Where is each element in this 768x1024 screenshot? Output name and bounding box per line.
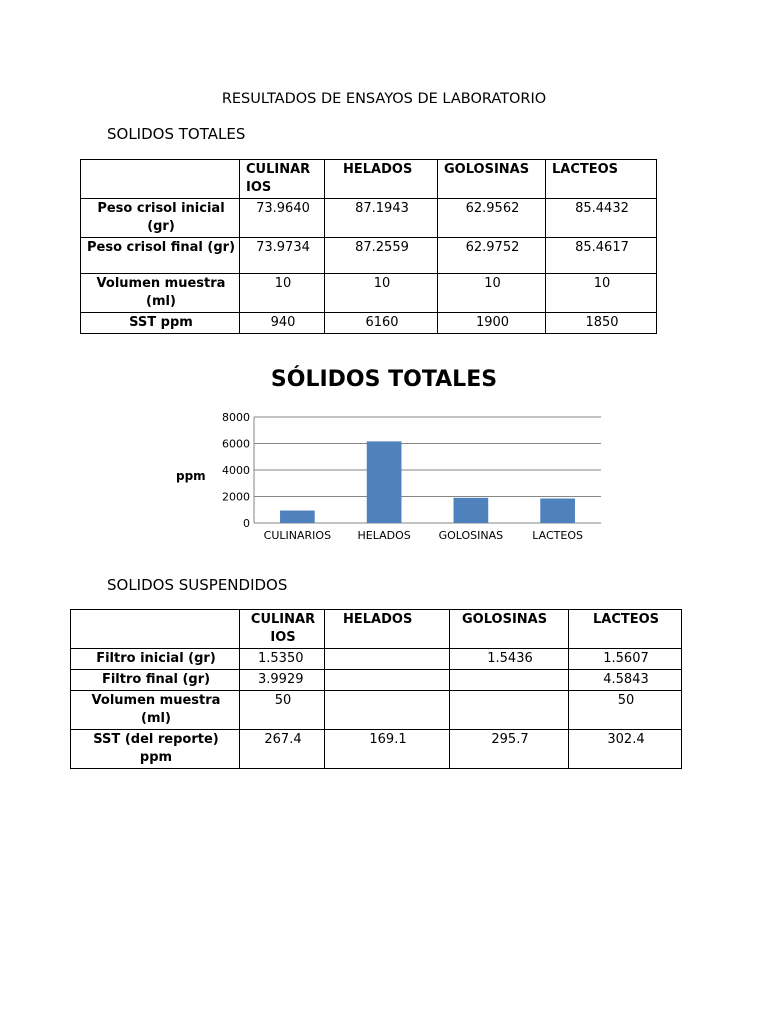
- table-cell: 1.5607: [569, 649, 682, 670]
- table-cell: 87.1943: [325, 199, 438, 238]
- table-cell: [325, 649, 450, 670]
- column-header-lacteos: LACTEOS: [569, 610, 682, 649]
- y-tick-label: 4000: [222, 464, 250, 477]
- table-header-row: [81, 160, 657, 199]
- table-cell: 1900: [438, 313, 546, 334]
- table-cell: 1.5350: [240, 649, 325, 670]
- table-cell: 295.7: [450, 730, 569, 769]
- table-cell: 6160: [325, 313, 438, 334]
- table-cell: 10: [546, 274, 657, 313]
- row-header: SST ppm: [81, 313, 240, 334]
- table-cell: [325, 670, 450, 691]
- table-header-row: [71, 610, 682, 649]
- y-tick-label: 8000: [222, 411, 250, 424]
- bar: [454, 498, 489, 523]
- table-cell: [450, 670, 569, 691]
- bar: [540, 498, 575, 523]
- column-header-golosinas: GOLOSINAS: [450, 610, 569, 649]
- row-header: Filtro inicial (gr): [71, 649, 240, 670]
- solidos-totales-table: [80, 159, 657, 334]
- row-header: Filtro final (gr): [71, 670, 240, 691]
- column-header-golosinas: GOLOSINAS: [438, 160, 546, 199]
- table-row: [81, 199, 657, 238]
- y-axis-label: ppm: [176, 469, 206, 483]
- table-cell: 10: [325, 274, 438, 313]
- column-header-helados: HELADOS: [325, 160, 438, 199]
- row-header: Volumen muestra (ml): [71, 691, 240, 730]
- row-header: Volumen muestra (ml): [81, 274, 240, 313]
- table-cell: 267.4: [240, 730, 325, 769]
- table-cell: [450, 691, 569, 730]
- table-cell: 10: [240, 274, 325, 313]
- table-cell: 85.4617: [546, 238, 657, 274]
- table-cell: 302.4: [569, 730, 682, 769]
- chart-title: SÓLIDOS TOTALES: [270, 367, 498, 392]
- table-cell: 1850: [546, 313, 657, 334]
- document-title: RESULTADOS DE ENSAYOS DE LABORATORIO: [221, 91, 547, 107]
- table-row: [81, 313, 657, 334]
- table-row: [81, 238, 657, 274]
- table-row: [71, 649, 682, 670]
- table-row: [71, 670, 682, 691]
- column-header-helados: HELADOS: [325, 610, 450, 649]
- x-tick-label: HELADOS: [357, 529, 411, 542]
- x-tick-label: LACTEOS: [532, 529, 583, 542]
- table-cell: 10: [438, 274, 546, 313]
- y-tick-label: 0: [243, 517, 250, 530]
- row-header: SST (del reporte) ppm: [71, 730, 240, 769]
- x-tick-label: CULINARIOS: [263, 529, 332, 542]
- solidos-totales-chart: [160, 404, 620, 552]
- solidos-suspendidos-table: [70, 609, 682, 769]
- table-cell: 940: [240, 313, 325, 334]
- table-corner-cell: [71, 610, 240, 649]
- bar: [280, 511, 315, 523]
- table-cell: 169.1: [325, 730, 450, 769]
- table-cell: 50: [569, 691, 682, 730]
- column-header-culinarios: CULINAR IOS: [240, 610, 325, 649]
- table-cell: 50: [240, 691, 325, 730]
- table-row: [81, 274, 657, 313]
- row-header: Peso crisol final (gr): [81, 238, 240, 274]
- table-cell: 73.9640: [240, 199, 325, 238]
- table-row: [71, 730, 682, 769]
- table-cell: 87.2559: [325, 238, 438, 274]
- table-cell: [325, 691, 450, 730]
- table-cell: 4.5843: [569, 670, 682, 691]
- column-header-culinarios: CULINAR IOS: [240, 160, 325, 199]
- solidos-suspendidos-heading: SOLIDOS SUSPENDIDOS: [107, 576, 288, 594]
- bar: [367, 441, 402, 523]
- table-cell: 3.9929: [240, 670, 325, 691]
- table-row: [71, 691, 682, 730]
- row-header: Peso crisol inicial (gr): [81, 199, 240, 238]
- table-cell: 1.5436: [450, 649, 569, 670]
- column-header-lacteos: LACTEOS: [546, 160, 657, 199]
- solidos-totales-heading: SOLIDOS TOTALES: [107, 125, 246, 143]
- table-cell: 85.4432: [546, 199, 657, 238]
- table-cell: 62.9752: [438, 238, 546, 274]
- y-tick-label: 2000: [222, 490, 250, 504]
- table-corner-cell: [81, 160, 240, 199]
- y-tick-label: 6000: [222, 437, 250, 451]
- table-cell: 62.9562: [438, 199, 546, 238]
- table-cell: 73.9734: [240, 238, 325, 274]
- x-tick-label: GOLOSINAS: [438, 529, 504, 542]
